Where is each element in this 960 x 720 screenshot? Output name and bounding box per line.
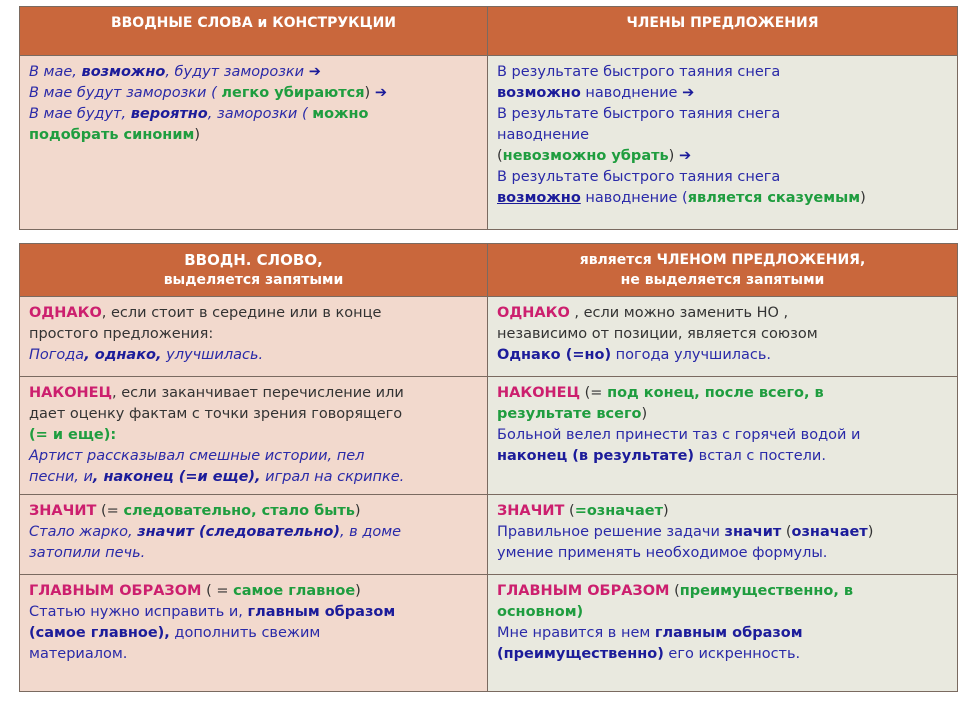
text-line: возможно наводнение (является сказуемым) (497, 190, 866, 206)
znachit-intro-cell (20, 495, 488, 575)
text-line: (невозможно убрать) ➔ (497, 148, 692, 164)
text-line: В мае, возможно, будут заморозки ➔ (29, 64, 321, 80)
header-member: является ЧЛЕНОМ ПРЕДЛОЖЕНИЯ, не выделяется запятыми (488, 244, 958, 297)
text-line: возможно наводнение ➔ (497, 85, 695, 101)
arrow-icon: ➔ (308, 64, 321, 80)
text-line: песни, и, наконец (=и еще), играл на скрипке. (29, 469, 405, 485)
table-row (20, 377, 958, 495)
text-line: НАКОНЕЦ (= под конец, после всего, в (497, 385, 824, 401)
text-line: материалом. (29, 646, 128, 662)
text-line: Стало жарко, значит (следовательно), в доме (29, 524, 402, 540)
odnako-intro-cell (20, 297, 488, 377)
text-line: затопили печь. (29, 545, 146, 561)
header-intro-word: ВВОДН. СЛОВО, выделяется запятыми (20, 244, 488, 297)
text-line: ОДНАКО, если стоит в середине или в конце (29, 305, 382, 321)
text-line: В мае будут заморозки ( легко убираются) ➔ (29, 85, 387, 101)
text-line: простого предложения: (29, 326, 214, 342)
arrow-icon: ➔ (374, 85, 387, 101)
text-line: ЗНАЧИТ (=означает) (497, 503, 669, 519)
text-line: В результате быстрого таяния снега (497, 106, 781, 122)
glavnym-obrazom-intro-cell (20, 575, 488, 692)
members-examples-cell (488, 56, 958, 230)
text-line: Статью нужно исправить и, главным образом (29, 604, 396, 620)
text-line: (= и еще): (29, 427, 117, 443)
table-row (20, 297, 958, 377)
text-line: НАКОНЕЦ, если заканчивает перечисление или (29, 385, 404, 401)
header-intro-words: ВВОДНЫЕ СЛОВА и КОНСТРУКЦИИ (20, 7, 488, 56)
text-line: Больной велел принести таз с горячей водой и (497, 427, 861, 443)
header-sentence-members: ЧЛЕНЫ ПРЕДЛОЖЕНИЯ (488, 7, 958, 56)
glavnym-obrazom-member-cell (488, 575, 958, 692)
intro-words-table (19, 6, 958, 230)
nakonets-member-cell (488, 377, 958, 495)
text-line: основном) (497, 604, 584, 620)
text-line: ЗНАЧИТ (= следовательно, стало быть) (29, 503, 361, 519)
text-line: подобрать синоним) (29, 127, 200, 143)
znachit-member-cell (488, 495, 958, 575)
text-line: В мае будут, вероятно, заморозки ( можно (29, 106, 369, 122)
text-line: В результате быстрого таяния снега (497, 64, 781, 80)
odnako-member-cell (488, 297, 958, 377)
text-line: дает оценку фактам с точки зрения говорящего (29, 406, 403, 422)
text-line: Мне нравится в нем главным образом (497, 625, 803, 641)
text-line: ГЛАВНЫМ ОБРАЗОМ (преимущественно, в (497, 583, 854, 599)
text-line: результате всего) (497, 406, 648, 422)
text-line: В результате быстрого таяния снега (497, 169, 781, 185)
table-row (20, 575, 958, 692)
text-line: наводнение (497, 127, 590, 143)
arrow-icon: ➔ (678, 148, 692, 164)
text-line: независимо от позиции, является союзом (497, 326, 818, 342)
intro-vs-member-table (19, 243, 958, 692)
text-line: Артист рассказывал смешные истории, пел (29, 448, 365, 464)
arrow-icon: ➔ (682, 85, 695, 101)
text-line: Однако (=но) погода улучшилась. (497, 347, 772, 363)
text-line: умение применять необходимое формулы. (497, 545, 828, 561)
nakonets-intro-cell (20, 377, 488, 495)
intro-examples-cell (20, 56, 488, 230)
text-line: (самое главное), дополнить свежим (29, 625, 321, 641)
text-line: Правильное решение задачи значит (означает) (497, 524, 874, 540)
text-line: ГЛАВНЫМ ОБРАЗОМ ( = самое главное) (29, 583, 361, 599)
text-line: наконец (в результате) встал с постели. (497, 448, 826, 464)
text-line: ОДНАКО , если можно заменить НО , (497, 305, 789, 321)
text-line: Погода, однако, улучшилась. (29, 347, 264, 363)
text-line: (преимущественно) его искренность. (497, 646, 801, 662)
table-row (20, 495, 958, 575)
